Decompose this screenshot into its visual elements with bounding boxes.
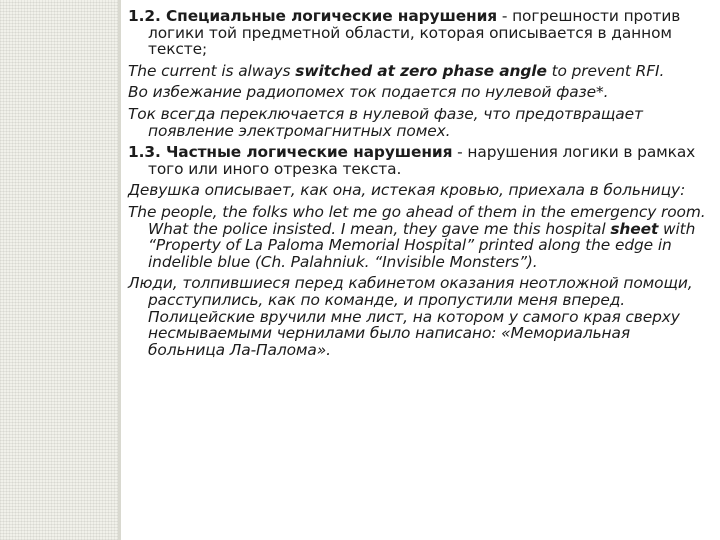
- translation-text: Люди, толпившиеся перед кабинетом оказания неотложной помощи, расступились, как по команде, и пропустили меня вперед. Полицейские вручили мне лист, на котором у самого края сверху несмываемыми чернилами было написано: «Мемориальная больница Ла-Палома».: [128, 274, 693, 359]
- paragraph-particular-logical-errors: [128, 144, 706, 177]
- paragraph-english-example: [128, 63, 706, 80]
- translation-text: Во избежание радиопомех ток подается по нулевой фазе*.: [128, 83, 609, 102]
- quote-text: with “Property of La Paloma Memorial Hospital” printed along the edge in indelible blue (Ch. Palahniuk. “Invisible Monsters”).: [148, 219, 696, 271]
- decorative-left-band: [0, 0, 118, 540]
- highlighted-phrase: switched at zero phase angle: [295, 61, 547, 80]
- definition-text: - нарушения логики в рамках того или иного отрезка текста.: [148, 143, 696, 178]
- paragraph-correct-translation: [128, 106, 706, 139]
- paragraph-english-quote: [128, 204, 706, 270]
- slide-body: [128, 8, 706, 363]
- band-divider: [118, 0, 121, 540]
- example-text: to prevent RFI.: [546, 61, 665, 80]
- heading-1-2: 1.2. Специальные логические нарушения: [128, 7, 498, 25]
- definition-text: - погрешности против логики той предметной области, которая описывается в данном тексте;: [148, 7, 681, 59]
- paragraph-context: [128, 182, 706, 199]
- paragraph-special-logical-errors: [128, 8, 706, 58]
- translation-text: Ток всегда переключается в нулевой фазе, что предотвращает появление электромагнитных помех.: [128, 104, 643, 140]
- paragraph-wrong-translation: [128, 84, 706, 101]
- quote-text: The people, the folks who let me go ahead of them in the emergency room. What the police insisted. I mean, they gave me this hospital: [128, 202, 706, 238]
- highlighted-word: sheet: [610, 219, 659, 238]
- heading-1-3: 1.3. Частные логические нарушения: [128, 143, 453, 162]
- paragraph-russian-translation: [128, 275, 706, 358]
- context-text: Девушка описывает, как она, истекая кровью, приехала в больницу:: [128, 181, 686, 200]
- example-text: The current is always: [128, 61, 296, 80]
